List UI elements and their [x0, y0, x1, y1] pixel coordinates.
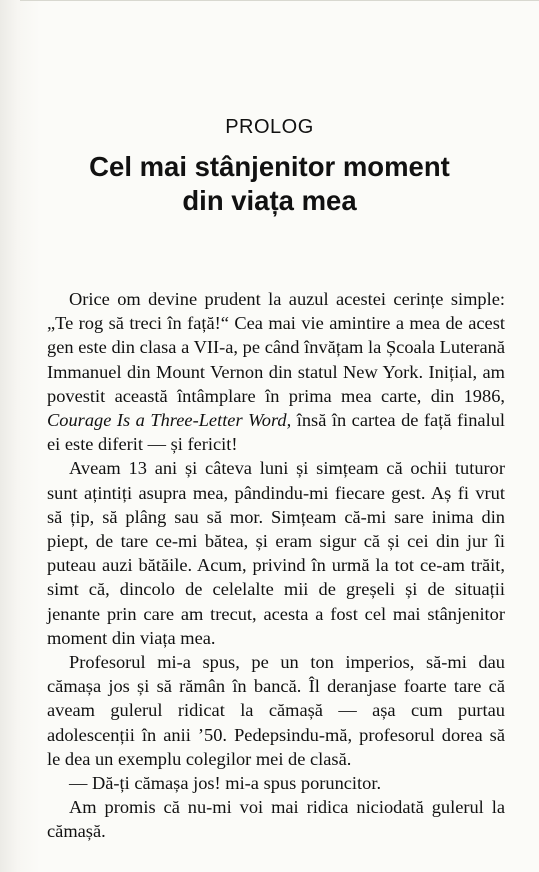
paragraph-2: Aveam 13 ani și câteva luni și simțeam că ochii tuturor sunt ațintiți asupra mea, pândindu-mi fiecare gest. Aș fi vrut să țip, să plâng sau să mor. Simțeam că-mi sare inima din piept, de tare ce-mi bătea, și eram sigur că și cei din jur îi puteau auzi bătăile. Acum, privind în urmă la tot ce-am trăit, simt că, dincolo de celelalte mii de greșeli și de situații jenante prin care am trecut, acesta a fost cel mai stânjenitor moment din viața mea.	[47, 458, 505, 648]
paragraph-3: Profesorul mi-a spus, pe un ton imperios, să-mi dau cămașa jos și să rămân în bancă. Îl deranjase foarte tare că aveam gulerul ridicat la cămașă — așa cum purtau adolescenții în anii ’50. Pedepsindu-mă, profesorul dorea să le dea un exemplu colegilor mei de clasă.	[47, 652, 505, 769]
chapter-title	[0, 150, 539, 218]
book-title-italic: Courage Is a Three-Letter Word,	[47, 410, 292, 431]
paragraph-1	[47, 287, 505, 456]
page-header-rule	[20, 0, 539, 11]
paragraph-1-part-2: însă în cartea de față finalul ei este diferit — și fericit!	[47, 410, 505, 455]
paragraph-1-part-1: Orice om devine prudent la auzul acestei cerințe simple: „Te rog să treci în față!“ Cea mai vie amintire a mea de acest gen este din clasa a VII-a, pe când învățam la Școala Luterană Immanuel din Mount Vernon din statul New York. Inițial, am povestit această întâmplare în prima mea carte, din 1986,	[47, 289, 505, 406]
chapter-title-line-2: din viața mea	[182, 185, 357, 216]
paragraph-5: Am promis că nu-mi voi mai ridica niciodată gulerul la cămașă.	[47, 797, 505, 842]
chapter-title-line-1: Cel mai stânjenitor moment	[89, 151, 450, 182]
paragraph-4: — Dă-ți cămașa jos! mi-a spus poruncitor.	[69, 773, 382, 794]
section-label: PROLOG	[225, 116, 314, 138]
body-text	[47, 287, 505, 844]
